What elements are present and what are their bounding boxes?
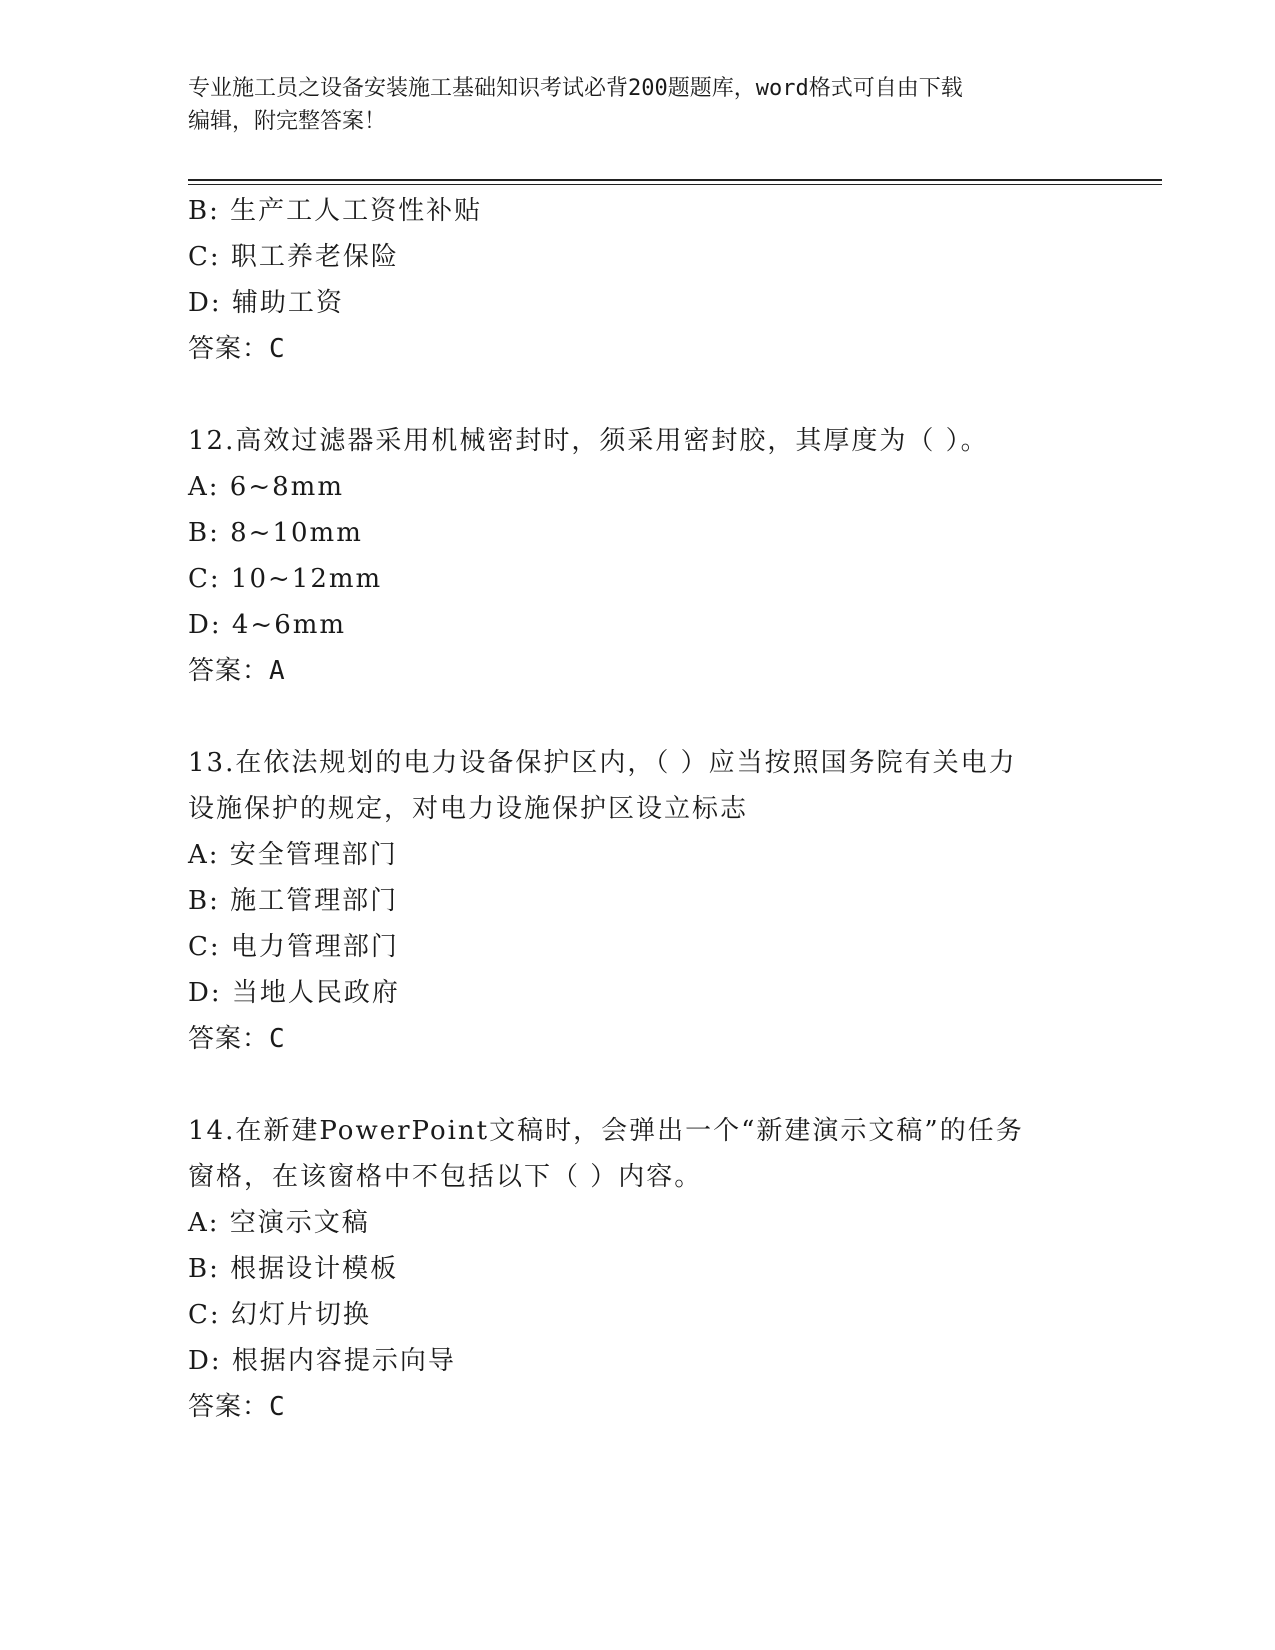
option-a: A: 空演示文稿 (188, 1208, 370, 1238)
option-b: B: 生产工人工资性补贴 (188, 196, 483, 226)
header-line-1: 专业施工员之设备安装施工基础知识考试必背200题题库，word格式可自由下载 (188, 76, 963, 101)
option-d: D: 4~6mm (188, 610, 347, 640)
question-12 (188, 418, 1088, 694)
question-13 (188, 740, 1088, 1062)
document-header (188, 72, 1088, 138)
header-line-2: 编辑，附完整答案！ (188, 109, 387, 134)
option-c: C: 幻灯片切换 (188, 1300, 371, 1330)
option-c: C: 职工养老保险 (188, 242, 399, 272)
question-11 (188, 188, 1088, 372)
spacer (188, 694, 1088, 740)
option-b: B: 根据设计模板 (188, 1254, 399, 1284)
question-text-line-2: 窗格，在该窗格中不包括以下（ ）内容。 (188, 1162, 703, 1192)
question-text: 12.高效过滤器采用机械密封时，须采用密封胶，其厚度为（ ）。 (188, 426, 989, 456)
option-c: C: 10~12mm (188, 564, 383, 594)
option-c: C: 电力管理部门 (188, 932, 399, 962)
answer-line: 答案：C (188, 1392, 286, 1422)
header-divider-thick (188, 179, 1162, 181)
answer-line: 答案：C (188, 334, 286, 364)
option-d: D: 当地人民政府 (188, 978, 400, 1008)
spacer (188, 372, 1088, 418)
option-b: B: 施工管理部门 (188, 886, 399, 916)
option-d: D: 辅助工资 (188, 288, 344, 318)
question-text-line-1: 14.在新建PowerPoint文稿时，会弹出一个“新建演示文稿”的任务 (188, 1116, 1024, 1146)
option-a: A: 安全管理部门 (188, 840, 398, 870)
header-divider-thin (188, 184, 1162, 185)
question-text-line-1: 13.在依法规划的电力设备保护区内，（ ）应当按照国务院有关电力 (188, 748, 1017, 778)
spacer (188, 1062, 1088, 1108)
answer-line: 答案：C (188, 1024, 286, 1054)
option-d: D: 根据内容提示向导 (188, 1346, 456, 1376)
question-list (188, 188, 1088, 1430)
answer-line: 答案：A (188, 656, 286, 686)
option-b: B: 8~10mm (188, 518, 363, 548)
option-a: A: 6~8mm (188, 472, 344, 502)
question-14 (188, 1108, 1088, 1430)
question-text-line-2: 设施保护的规定，对电力设施保护区设立标志 (188, 794, 749, 824)
